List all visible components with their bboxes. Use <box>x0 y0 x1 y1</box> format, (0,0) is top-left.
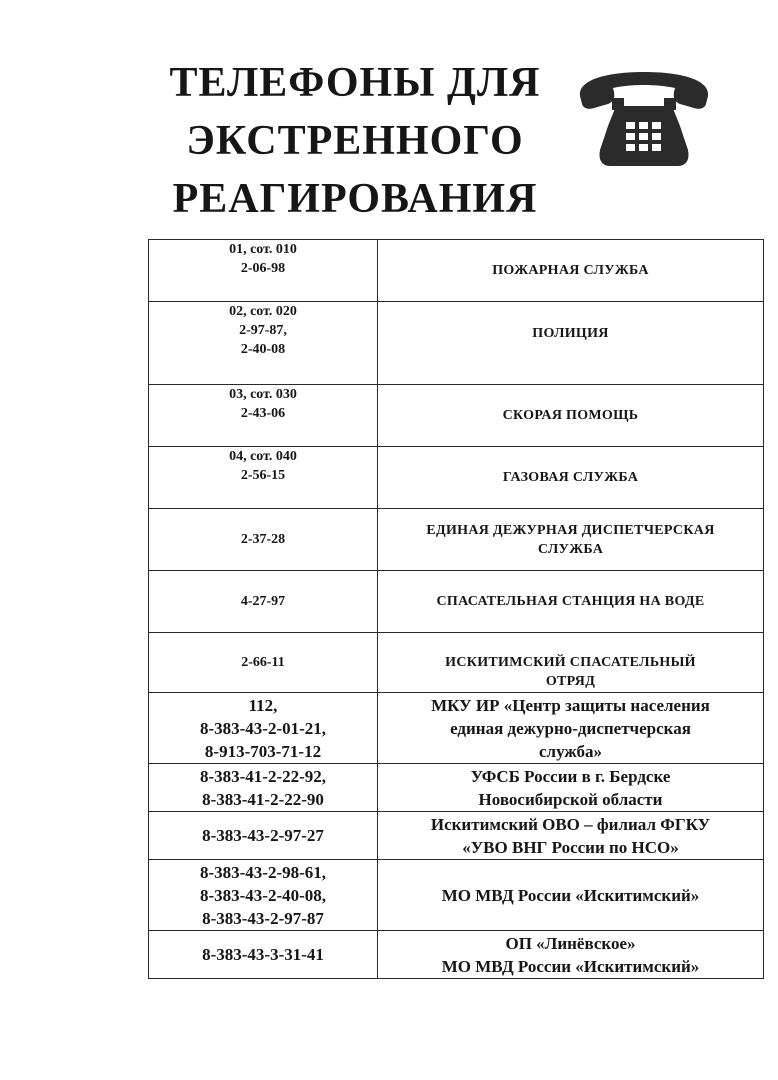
table-row <box>149 385 764 447</box>
service-name-cell <box>378 240 764 302</box>
table-row <box>149 571 764 633</box>
emergency-phones-table <box>148 239 764 979</box>
phone-numbers-cell <box>149 509 378 571</box>
service-name-cell <box>378 693 764 764</box>
service-name: Искитимский ОВО – филиал ФГКУ <box>430 814 711 834</box>
service-name: СКОРАЯ ПОМОЩЬ <box>502 408 639 423</box>
service-name-cell <box>378 509 764 571</box>
table-row <box>149 860 764 931</box>
title-line-3: РЕАГИРОВАНИЯ <box>172 176 538 222</box>
service-name: МКУ ИР «Центр защиты населения <box>431 695 710 715</box>
service-name-cell <box>378 385 764 447</box>
phone-numbers-cell <box>149 693 378 764</box>
phone-number: 2-06-98 <box>240 261 286 276</box>
service-name: ОП «Линёвское» <box>505 933 636 953</box>
phone-numbers-cell <box>149 385 378 447</box>
phone-number: 8-383-43-2-98-61, <box>199 862 327 882</box>
service-name: ПОЛИЦИЯ <box>532 326 609 341</box>
service-name: ГАЗОВАЯ СЛУЖБА <box>502 470 639 485</box>
table-row <box>149 509 764 571</box>
title-line-1: ТЕЛЕФОНЫ ДЛЯ <box>169 60 541 106</box>
phone-number: 8-913-703-71-12 <box>204 741 322 761</box>
table-row <box>149 764 764 812</box>
phone-number: 03, сот. 030 <box>229 387 297 402</box>
phone-number: 8-383-43-2-40-08, <box>199 885 327 905</box>
page-title <box>140 54 570 228</box>
table-row <box>149 447 764 509</box>
phone-number: 112, <box>248 695 278 715</box>
phone-numbers-cell <box>149 447 378 509</box>
service-name: Новосибирской области <box>478 789 663 809</box>
phone-number: 04, сот. 040 <box>229 449 297 464</box>
service-name: ПОЖАРНАЯ СЛУЖБА <box>492 263 649 278</box>
table-row <box>149 302 764 385</box>
service-name: СПАСАТЕЛЬНАЯ СТАНЦИЯ НА ВОДЕ <box>436 594 705 609</box>
phone-numbers-cell <box>149 571 378 633</box>
service-name: МО МВД России «Искитимский» <box>441 956 700 976</box>
service-name-cell <box>378 860 764 931</box>
phone-numbers-cell <box>149 764 378 812</box>
phone-numbers-cell <box>149 302 378 385</box>
phone-numbers-cell <box>149 812 378 860</box>
phone-numbers-cell <box>149 240 378 302</box>
phone-number: 2-43-06 <box>240 406 286 421</box>
service-name-cell <box>378 302 764 385</box>
phone-number: 2-56-15 <box>240 468 286 483</box>
phone-numbers-cell <box>149 860 378 931</box>
phone-numbers-cell <box>149 633 378 693</box>
phone-number: 2-97-87, <box>239 323 287 338</box>
phone-number: 2-66-11 <box>241 655 285 670</box>
service-name: МО МВД России «Искитимский» <box>441 885 700 905</box>
service-name-cell <box>378 447 764 509</box>
phone-number: 2-40-08 <box>240 342 286 357</box>
phone-number: 01, сот. 010 <box>229 242 297 257</box>
phone-numbers-cell <box>149 931 378 979</box>
title-line-2: ЭКСТРЕННОГО <box>186 118 524 164</box>
service-name: служба» <box>539 741 602 761</box>
phone-number: 8-383-43-2-01-21, <box>199 718 327 738</box>
service-name: единая дежурно-диспетчерская <box>450 718 691 738</box>
telephone-icon <box>576 70 712 170</box>
service-name: УФСБ России в г. Бердске <box>470 766 671 786</box>
table-row <box>149 633 764 693</box>
service-name-cell <box>378 633 764 693</box>
phone-number: 8-383-43-3-31-41 <box>202 945 324 964</box>
phone-number: 2-37-28 <box>240 532 286 547</box>
service-name: «УВО ВНГ России по НСО» <box>462 837 679 857</box>
service-name-cell <box>378 812 764 860</box>
table-row <box>149 693 764 764</box>
service-name: ИСКИТИМСКИЙ СПАСАТЕЛЬНЫЙ <box>445 655 696 670</box>
phone-number: 8-383-41-2-22-90 <box>202 789 324 809</box>
phone-number: 4-27-97 <box>240 594 286 609</box>
phone-number: 8-383-43-2-97-27 <box>202 826 324 845</box>
service-name-cell <box>378 931 764 979</box>
table-row <box>149 240 764 302</box>
phone-number: 02, сот. 020 <box>229 304 297 319</box>
service-name: ЕДИНАЯ ДЕЖУРНАЯ ДИСПЕТЧЕРСКАЯ <box>426 522 715 538</box>
service-name-cell <box>378 764 764 812</box>
phone-number: 8-383-43-2-97-87 <box>202 908 324 928</box>
table-row <box>149 812 764 860</box>
service-name: ОТРЯД <box>545 674 596 689</box>
service-name-cell <box>378 571 764 633</box>
table-row <box>149 931 764 979</box>
phone-number: 8-383-41-2-22-92, <box>199 766 327 786</box>
service-name: СЛУЖБА <box>537 541 604 557</box>
